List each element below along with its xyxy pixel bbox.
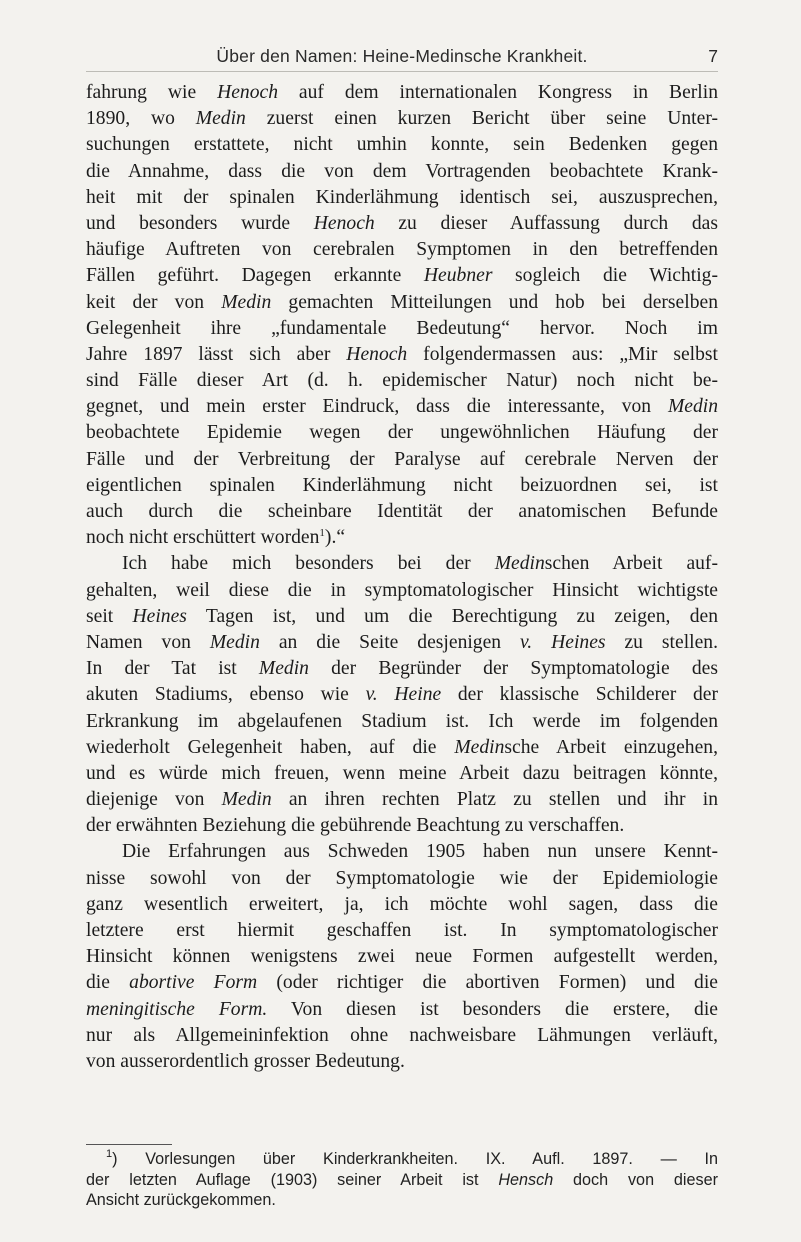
text-run: 1890, wo [86, 108, 196, 130]
text-run: gehalten, weil diese die in symptomatologischer Hinsicht wichtigste [86, 579, 718, 601]
text-line [86, 997, 718, 1023]
text-line [86, 892, 718, 918]
text-line [86, 447, 718, 473]
paragraph [86, 80, 718, 551]
text-run: und besonders wurde [86, 212, 314, 234]
italic-text: Medin [209, 631, 260, 653]
body-text [86, 80, 718, 1075]
text-run: auf dem internationalen Kongress in Berlin [278, 82, 718, 103]
italic-text: Medin [258, 658, 309, 680]
text-run: seit [86, 605, 133, 627]
text-run: Hinsicht können wenigstens zwei neue Formen aufgestellt werden, [86, 946, 718, 968]
italic-text: Hensch [498, 1170, 554, 1189]
text-line [86, 839, 718, 865]
footnote [86, 1149, 718, 1211]
text-run: sind Fälle dieser Art (d. h. epidemischer Natur) noch nicht be- [86, 370, 718, 392]
text-run: Jahre 1897 lässt sich aber [86, 343, 347, 365]
text-line [86, 132, 718, 158]
text-line [86, 80, 718, 106]
text-run: gegnet, und mein erster Eindruck, dass die interessante, von [86, 396, 668, 418]
text-line [86, 604, 718, 630]
text-run: zuerst einen kurzen Bericht über seine Unter- [245, 108, 718, 130]
text-run: keit der von [86, 291, 222, 313]
italic-text: Medin [221, 291, 272, 313]
text-run: und es würde mich freuen, wenn meine Arbeit dazu beitragen könnte, [86, 762, 718, 784]
text-line [86, 682, 718, 708]
italic-text: v. Heine [365, 684, 442, 706]
text-run: Tagen ist, und um die Berechtigung zu zeigen, den [186, 605, 718, 627]
text-line [86, 656, 718, 682]
text-run: nur als Allgemeininfektion ohne nachweisbare Lähmungen verläuft, [86, 1024, 718, 1046]
italic-text: Henoch [346, 343, 408, 365]
text-run: auch durch die scheinbare Identität der anatomischen Befunde [86, 501, 718, 522]
text-line [86, 473, 718, 499]
text-line [86, 630, 718, 656]
footnote-marker: 1 [319, 527, 325, 540]
text-line [86, 106, 718, 132]
text-line [86, 185, 718, 211]
text-line [86, 866, 718, 892]
text-run: Gelegenheit ihre „fundamentale Bedeutung“ hervor. Noch im [86, 317, 718, 339]
text-line [86, 1023, 718, 1049]
text-run: Ansicht zurückgekommen. [86, 1191, 276, 1209]
footnote-marker: 1 [106, 1148, 113, 1160]
text-line [86, 211, 718, 237]
text-run: an die Seite desjenigen [259, 631, 521, 653]
text-line [86, 551, 718, 577]
text-run: fahrung wie [86, 82, 218, 103]
text-line [86, 368, 718, 394]
text-run: von ausserordentlich grosser Bedeutung. [86, 1050, 405, 1072]
text-run: heit mit der spinalen Kinderlähmung identisch sei, auszusprechen, [86, 186, 718, 208]
text-run: Namen von [86, 631, 210, 653]
text-line [86, 290, 718, 316]
text-run: (oder richtiger die abortiven Formen) und die [257, 972, 718, 994]
text-run: gemachten Mitteilungen und hob bei derselben [271, 291, 718, 313]
text-run: beobachtete Epidemie wegen der ungewöhnlichen Häufung der [86, 422, 718, 444]
text-line [86, 525, 718, 551]
italic-text: Henoch [217, 82, 278, 103]
text-line [86, 159, 718, 185]
text-run: die Annahme, dass die von dem Vortragenden beobachtete Krank- [86, 160, 718, 182]
text-run: nisse sowohl von der Symptomatologie wie der Epidemiologie [86, 867, 718, 889]
italic-text: v. Heines [520, 631, 606, 653]
text-run: ganz wesentlich erweitert, ja, ich möchte wohl sagen, dass die [86, 893, 718, 915]
text-run: ) Vorlesungen über Kinderkrankheiten. IX. Aufl. 1897. — In [112, 1150, 718, 1168]
text-run: sche Arbeit einzugehen, [504, 736, 718, 758]
text-line [86, 1190, 718, 1211]
text-run: an ihren rechten Platz zu stellen und ihr in [271, 789, 718, 811]
text-run: wiederholt Gelegenheit haben, auf die [86, 736, 455, 758]
text-line [86, 813, 718, 839]
text-line [86, 578, 718, 604]
text-run: eigentlichen spinalen Kinderlähmung nicht beizuordnen sei, ist [86, 474, 718, 496]
text-line [86, 263, 718, 289]
text-run: Von diesen ist besonders die erstere, die [267, 998, 718, 1020]
italic-text: Medin [195, 108, 246, 130]
text-line [86, 342, 718, 368]
text-run: Die Erfahrungen aus Schweden 1905 haben nun unsere Kennt- [122, 841, 718, 863]
text-run: der klassische Schilderer der [441, 684, 718, 706]
text-run: ).“ [324, 527, 346, 549]
text-run: Erkrankung im abgelaufenen Stadium ist. Ich werde im folgenden [86, 710, 718, 732]
text-run: Fälle und der Verbreitung der Paralyse auf cerebrale Nerven der [86, 448, 718, 470]
text-line [86, 420, 718, 446]
text-run: der erwähnten Beziehung die gebührende Beachtung zu verschaffen. [86, 815, 625, 837]
italic-text: abortive Form [129, 972, 258, 994]
text-line [86, 316, 718, 342]
page-number: 7 [708, 46, 718, 66]
italic-text: Medin [454, 736, 505, 758]
text-run: doch von dieser [553, 1170, 718, 1189]
running-head [86, 46, 718, 70]
text-run: Fällen geführt. Dagegen erkannte [86, 265, 424, 287]
italic-text: Heines [132, 605, 187, 627]
text-line [86, 787, 718, 813]
text-run: In der Tat ist [86, 658, 259, 680]
text-line [86, 499, 718, 525]
text-line [86, 944, 718, 970]
text-run: zu stellen. [605, 631, 718, 653]
text-run: der letzten Auflage (1903) seiner Arbeit ist [86, 1170, 499, 1189]
footnote-rule [86, 1144, 172, 1145]
text-run: die [86, 972, 130, 994]
text-line [86, 1149, 718, 1170]
text-run: diejenige von [86, 789, 222, 811]
paragraph [86, 839, 718, 1075]
text-run: suchungen erstattete, nicht umhin konnte, sein Bedenken gegen [86, 134, 718, 156]
text-line [86, 709, 718, 735]
text-run: folgendermassen aus: „Mir selbst [407, 343, 718, 365]
text-run: letztere erst hiermit geschaffen ist. In symptomatologischer [86, 920, 718, 941]
text-run: akuten Stadiums, ebenso wie [86, 684, 366, 706]
text-line [86, 237, 718, 263]
italic-text: Medin [221, 789, 272, 811]
text-run: der Begründer der Symptomatologie des [308, 658, 718, 680]
text-line [86, 735, 718, 761]
text-line [86, 1049, 718, 1075]
text-run: noch nicht erschüttert worden [86, 527, 320, 549]
text-run: häufige Auftreten von cerebralen Symptomen in den betreffenden [86, 239, 718, 261]
italic-text: Henoch [313, 212, 375, 234]
italic-text: meningitische Form. [86, 998, 268, 1020]
italic-text: Heubner [423, 265, 493, 287]
header-rule [86, 71, 718, 72]
text-line [86, 1170, 718, 1191]
text-line [86, 918, 718, 944]
text-run: schen Arbeit auf- [544, 553, 718, 575]
text-run: sogleich die Wichtig- [492, 265, 718, 287]
text-run: Ich habe mich besonders bei der [122, 553, 495, 575]
running-title: Über den Namen: Heine-Medinsche Krankheit. [216, 46, 588, 66]
text-line [86, 394, 718, 420]
text-run: zu dieser Auffassung durch das [374, 212, 718, 234]
italic-text: Medin [494, 553, 545, 575]
paragraph [86, 551, 718, 839]
text-line [86, 970, 718, 996]
text-line [86, 761, 718, 787]
italic-text: Medin [667, 396, 718, 418]
